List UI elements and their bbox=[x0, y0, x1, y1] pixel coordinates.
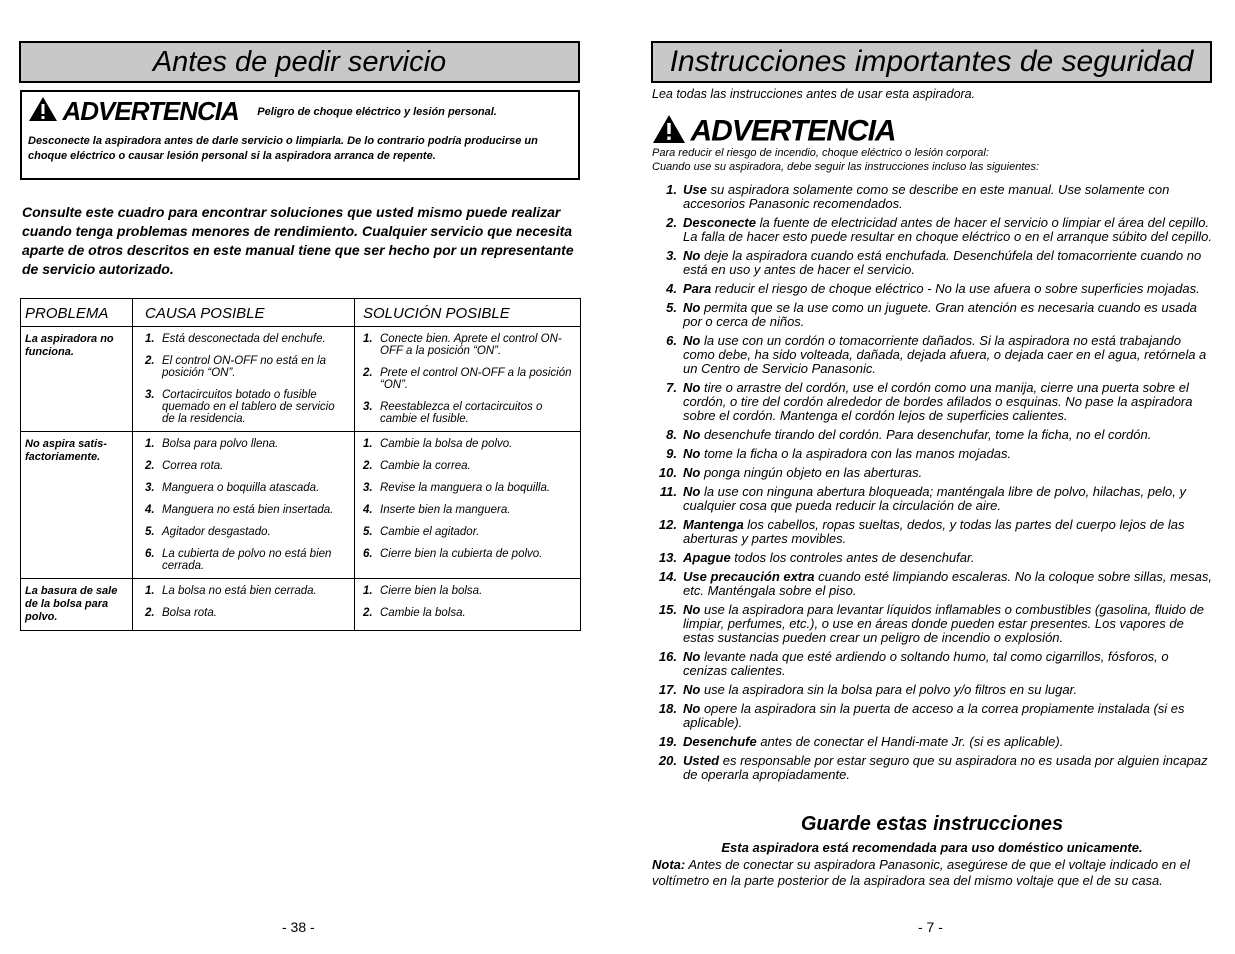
safety-rule bbox=[652, 301, 1212, 329]
solution-item bbox=[363, 526, 576, 538]
rule-number: 11. bbox=[659, 484, 677, 499]
note-label: Nota: bbox=[652, 857, 686, 872]
rule-number: 18. bbox=[658, 701, 677, 716]
item-number: 6. bbox=[363, 548, 373, 560]
rule-number: 5. bbox=[666, 300, 677, 315]
rule-keyword: Desenchufe bbox=[683, 734, 757, 749]
safety-rule bbox=[652, 603, 1212, 645]
warning-subtitle: Peligro de choque eléctrico y lesión personal. bbox=[257, 105, 497, 118]
item-number: 1. bbox=[145, 438, 155, 450]
safety-rule bbox=[652, 683, 1212, 697]
rule-text: use la aspiradora sin la bolsa para el polvo y/o filtros en su lugar. bbox=[700, 682, 1078, 697]
solution-cell bbox=[355, 327, 581, 432]
item-text: Correa rota. bbox=[162, 460, 224, 472]
item-text: Cambie la bolsa. bbox=[380, 607, 466, 619]
warning-header bbox=[28, 96, 497, 127]
rule-body bbox=[683, 485, 1212, 513]
item-number: 5. bbox=[145, 526, 155, 538]
item-text: Revise la manguera o la boquilla. bbox=[380, 482, 551, 494]
item-number: 2. bbox=[145, 355, 155, 367]
item-number: 4. bbox=[363, 504, 373, 516]
item-text: Inserte bien la manguera. bbox=[380, 504, 511, 516]
note-paragraph bbox=[652, 857, 1212, 889]
solution-item bbox=[363, 333, 576, 357]
solution-item bbox=[363, 438, 576, 450]
rule-text: deje la aspiradora cuando está enchufada. Desenchúfela del tomacorriente cuando no está en uso y antes de hacer el servicio. bbox=[683, 248, 1202, 277]
cause-item bbox=[145, 607, 350, 619]
item-number: 1. bbox=[363, 333, 373, 345]
rule-text: tome la ficha o la aspiradora con las manos mojadas. bbox=[700, 446, 1012, 461]
warning-label: ADVERTENCIA bbox=[62, 96, 239, 126]
safety-rules-list bbox=[652, 183, 1212, 787]
rule-body bbox=[683, 754, 1212, 782]
rule-body bbox=[683, 735, 1063, 749]
item-number: 1. bbox=[363, 585, 373, 597]
solution-item bbox=[363, 504, 576, 516]
cause-cell bbox=[133, 327, 355, 432]
item-number: 1. bbox=[363, 438, 373, 450]
rule-body bbox=[683, 381, 1212, 423]
rule-body bbox=[683, 301, 1212, 329]
warning-sub-line-1: Para reducir el riesgo de incendio, choque eléctrico o lesión corporal: bbox=[652, 147, 989, 159]
troubleshooting-table bbox=[20, 298, 581, 631]
warning-triangle-icon bbox=[28, 96, 58, 127]
solution-item bbox=[363, 401, 576, 425]
item-text: Cortacircuitos botado o fusible quemado en el tablero de servicio de la residencia. bbox=[162, 389, 335, 425]
right-warning-subtext bbox=[652, 146, 1039, 174]
safety-rule bbox=[652, 381, 1212, 423]
rule-text: desenchufe tirando del cordón. Para desenchufar, tome la ficha, no el cordón. bbox=[700, 427, 1152, 442]
item-text: Cambie la correa. bbox=[380, 460, 471, 472]
cause-cell bbox=[133, 432, 355, 579]
rule-text: reducir el riesgo de choque eléctrico - No la use afuera o sobre superficies mojadas. bbox=[711, 281, 1200, 296]
rule-text: ponga ningún objeto en las aberturas. bbox=[700, 465, 923, 480]
problem-cell: La basura de sale de la bolsa para polvo. bbox=[21, 579, 133, 631]
item-number: 6. bbox=[145, 548, 155, 560]
warning-body: Desconecte la aspiradora antes de darle servicio o limpiarla. De lo contrario podría producirse un choque eléctrico o causar lesión personal si la aspiradora arranca de repente. bbox=[28, 135, 538, 162]
item-text: Está desconectada del enchufe. bbox=[162, 333, 326, 345]
rule-text: antes de conectar el Handi-mate Jr. (si es aplicable). bbox=[756, 734, 1064, 749]
rule-keyword: No bbox=[683, 300, 701, 315]
item-number: 3. bbox=[363, 401, 373, 413]
note-text: Antes de conectar su aspiradora Panasonic, asegúrese de que el voltaje indicado en el voltímetro en la parte posterior de la aspiradora sea del mismo voltaje que el de su casa. bbox=[652, 857, 1190, 888]
rule-text: opere la aspiradora sin la puerta de acceso a la correa propiamente instalada (si es aplicable). bbox=[683, 701, 1185, 730]
solution-item bbox=[363, 548, 576, 560]
rule-keyword: No bbox=[683, 427, 701, 442]
rule-body bbox=[683, 216, 1212, 244]
item-number: 2. bbox=[363, 460, 373, 472]
rule-keyword: Desconecte bbox=[683, 215, 756, 230]
rule-text: levante nada que esté ardiendo o soltando humo, tal como cigarrillos, fósforos, o cenizas calientes. bbox=[683, 649, 1169, 678]
item-text: Cambie la bolsa de polvo. bbox=[380, 438, 513, 450]
cause-item bbox=[145, 460, 350, 472]
rule-number: 19. bbox=[658, 734, 677, 749]
item-number: 2. bbox=[363, 367, 373, 379]
cause-item bbox=[145, 548, 350, 572]
rule-number: 8. bbox=[666, 427, 677, 442]
rule-keyword: No bbox=[683, 248, 701, 263]
left-page-title: Antes de pedir servicio bbox=[19, 41, 580, 83]
solution-item bbox=[363, 482, 576, 494]
cause-item bbox=[145, 482, 350, 494]
cause-item bbox=[145, 333, 350, 345]
warning-triangle-icon bbox=[652, 114, 686, 149]
cause-item bbox=[145, 355, 350, 379]
left-page-number: - 38 - bbox=[282, 919, 315, 935]
rule-number: 17. bbox=[658, 682, 677, 697]
rule-keyword: No bbox=[683, 484, 701, 499]
header-solution: SOLUCIÓN POSIBLE bbox=[355, 299, 581, 327]
rule-text: la fuente de electricidad antes de hacer el servicio o limpiar el área del cepillo. La falla de hacer esto puede resultar en choque eléctrico o en el arranque súbito del cepillo. bbox=[683, 215, 1213, 244]
rule-body bbox=[683, 683, 1077, 697]
rule-number: 7. bbox=[666, 380, 677, 395]
rule-text: cuando esté limpiando escaleras. No la coloque sobre sillas, mesas, etc. Manténgala sobre el piso. bbox=[683, 569, 1212, 598]
warning-sub-line-2: Cuando use su aspiradora, debe seguir las instrucciones incluso las siguientes: bbox=[652, 161, 1040, 173]
rule-keyword: Usted bbox=[683, 753, 720, 768]
item-text: La bolsa no está bien cerrada. bbox=[162, 585, 317, 597]
item-number: 1. bbox=[145, 333, 155, 345]
cause-item bbox=[145, 585, 350, 597]
rule-number: 14. bbox=[658, 569, 677, 584]
item-text: Cierre bien la cubierta de polvo. bbox=[380, 548, 543, 560]
item-number: 5. bbox=[363, 526, 373, 538]
header-cause: CAUSA POSIBLE bbox=[133, 299, 355, 327]
safety-rule bbox=[652, 735, 1212, 749]
rule-number: 20. bbox=[658, 753, 677, 768]
rule-keyword: No bbox=[683, 333, 701, 348]
rule-number: 4. bbox=[666, 281, 677, 296]
item-number: 2. bbox=[145, 460, 155, 472]
rule-number: 1. bbox=[666, 182, 677, 197]
table-row bbox=[21, 579, 581, 631]
rule-keyword: No bbox=[683, 701, 701, 716]
warning-box bbox=[20, 90, 580, 180]
cause-item bbox=[145, 438, 350, 450]
item-number: 2. bbox=[363, 607, 373, 619]
rule-number: 9. bbox=[666, 446, 677, 461]
rule-text: los cabellos, ropas sueltas, dedos, y todas las partes del cuerpo lejos de las aberturas y partes movibles. bbox=[683, 517, 1185, 546]
header-problem: PROBLEMA bbox=[21, 299, 133, 327]
item-number: 2. bbox=[145, 607, 155, 619]
item-text: Conecte bien. Aprete el control ON-OFF a la posición “ON”. bbox=[380, 333, 562, 357]
table-row bbox=[21, 432, 581, 579]
rule-text: use la aspiradora para levantar líquidos inflamables o combustibles (gasolina, fluido de limpiar, perfumes, etc.), o use en áreas donde pueden estar presentes. Los vapores de estas sustancias pueden crear un peligro de incendio o explosión. bbox=[683, 602, 1205, 645]
solution-item bbox=[363, 367, 576, 391]
safety-rule bbox=[652, 485, 1212, 513]
item-text: Manguera o boquilla atascada. bbox=[162, 482, 320, 494]
item-text: Cambie el agitador. bbox=[380, 526, 480, 538]
safety-rule bbox=[652, 466, 1212, 480]
rule-keyword: Use bbox=[683, 182, 707, 197]
rule-body bbox=[683, 183, 1212, 211]
right-page-title: Instrucciones importantes de seguridad bbox=[651, 41, 1212, 83]
safety-rule bbox=[652, 570, 1212, 598]
safety-rule bbox=[652, 334, 1212, 376]
rule-number: 2. bbox=[666, 215, 677, 230]
rule-body bbox=[683, 551, 974, 565]
rule-number: 3. bbox=[666, 248, 677, 263]
safety-rule bbox=[652, 754, 1212, 782]
solution-item bbox=[363, 607, 576, 619]
safety-rule bbox=[652, 518, 1212, 546]
rule-number: 12. bbox=[658, 517, 677, 532]
rule-number: 6. bbox=[666, 333, 677, 348]
rule-body bbox=[683, 518, 1212, 546]
item-number: 3. bbox=[145, 482, 155, 494]
safety-rule bbox=[652, 702, 1212, 730]
solution-cell bbox=[355, 432, 581, 579]
rule-text: la use con un cordón o tomacorriente dañados. Si la aspiradora no está trabajando como debe, ha sido volteada, dañada, dejada afuera, o dejada caer en el agua, retórnela a un Centro de Servicio Panasonic. bbox=[683, 333, 1207, 376]
rule-text: su aspiradora solamente como se describe en este manual. Use solamente con accesorios Panasonic recomendados. bbox=[683, 182, 1170, 211]
intro-text: Consulte este cuadro para encontrar soluciones que usted mismo puede realizar cuando tenga problemas menores de rendimiento. Cualquier servicio que necesita aparte de otros descritos en este manual tiene que ser hecho por un representante de servicio autorizado. bbox=[22, 204, 574, 277]
item-number: 4. bbox=[145, 504, 155, 516]
rule-number: 10. bbox=[658, 465, 677, 480]
right-warning-label: ADVERTENCIA bbox=[690, 114, 896, 148]
rule-body bbox=[683, 282, 1200, 296]
rule-keyword: No bbox=[683, 446, 701, 461]
rule-body bbox=[683, 428, 1151, 442]
item-text: La cubierta de polvo no está bien cerrada. bbox=[162, 548, 332, 572]
table-header-row bbox=[21, 299, 581, 327]
safety-rule bbox=[652, 551, 1212, 565]
rule-text: todos los controles antes de desenchufar. bbox=[730, 550, 975, 565]
save-instructions-title: Guarde estas instrucciones bbox=[800, 813, 1064, 835]
rule-keyword: Para bbox=[683, 281, 712, 296]
rule-body bbox=[683, 570, 1212, 598]
item-text: Agitador desgastado. bbox=[162, 526, 271, 538]
rule-keyword: No bbox=[683, 465, 701, 480]
rule-body bbox=[683, 249, 1212, 277]
item-text: Bolsa para polvo llena. bbox=[162, 438, 279, 450]
rule-keyword: No bbox=[683, 682, 701, 697]
item-text: Prete el control ON-OFF a la posición “ON”. bbox=[380, 367, 572, 391]
safety-rule bbox=[652, 183, 1212, 211]
right-warning-header bbox=[652, 114, 896, 149]
item-text: Bolsa rota. bbox=[162, 607, 217, 619]
solution-cell bbox=[355, 579, 581, 631]
safety-rule bbox=[652, 650, 1212, 678]
rule-text: permita que se la use como un juguete. Gran atención es necesaria cuando es usada por o cerca de niños. bbox=[683, 300, 1197, 329]
item-text: Manguera no está bien insertada. bbox=[162, 504, 334, 516]
safety-rule bbox=[652, 282, 1212, 296]
rule-number: 13. bbox=[658, 550, 677, 565]
rule-number: 16. bbox=[658, 649, 677, 664]
table-row bbox=[21, 327, 581, 432]
item-text: El control ON-OFF no está en la posición “ON”. bbox=[162, 355, 327, 379]
cause-item bbox=[145, 526, 350, 538]
rule-body bbox=[683, 447, 1011, 461]
read-note: Lea todas las instrucciones antes de usar esta aspiradora. bbox=[652, 87, 976, 101]
item-text: Cierre bien la bolsa. bbox=[380, 585, 483, 597]
cause-item bbox=[145, 389, 350, 425]
rule-keyword: No bbox=[683, 649, 701, 664]
cause-cell bbox=[133, 579, 355, 631]
problem-cell: La aspiradora no funciona. bbox=[21, 327, 133, 432]
cause-item bbox=[145, 504, 350, 516]
save-instructions-subtitle: Esta aspiradora está recomendada para uso doméstico unicamente. bbox=[721, 840, 1143, 855]
safety-rule bbox=[652, 216, 1212, 244]
rule-keyword: Mantenga bbox=[683, 517, 744, 532]
rule-keyword: Use precaución extra bbox=[683, 569, 815, 584]
item-text: Reestablezca el cortacircuitos o cambie el fusible. bbox=[380, 401, 543, 425]
rule-body bbox=[683, 702, 1212, 730]
solution-item bbox=[363, 460, 576, 472]
rule-keyword: No bbox=[683, 602, 701, 617]
rule-body bbox=[683, 603, 1212, 645]
rule-keyword: Apague bbox=[683, 550, 731, 565]
solution-item bbox=[363, 585, 576, 597]
item-number: 3. bbox=[363, 482, 373, 494]
item-number: 1. bbox=[145, 585, 155, 597]
right-page-number: - 7 - bbox=[918, 919, 943, 935]
rule-text: la use con ninguna abertura bloqueada; manténgala libre de polvo, hilachas, pelo, y cualquier cosa que pueda reducir la circulación de aire. bbox=[683, 484, 1187, 513]
problem-cell: No aspira satis- factoriamente. bbox=[21, 432, 133, 579]
rule-text: es responsable por estar seguro que su aspiradora no es usada por alguien incapaz de operarla apropiadamente. bbox=[683, 753, 1208, 782]
item-number: 3. bbox=[145, 389, 155, 401]
rule-number: 15. bbox=[658, 602, 677, 617]
rule-body bbox=[683, 334, 1212, 376]
safety-rule bbox=[652, 447, 1212, 461]
rule-text: tire o arrastre del cordón, use el cordón como una manija, cierre una puerta sobre el cordón, o tire del cordón alrededor de bordes afilados o esquinas. No pase la aspiradora sobre el cordón. Mantenga el cordón lejos de superficies calientes. bbox=[683, 380, 1193, 423]
safety-rule bbox=[652, 249, 1212, 277]
safety-rule bbox=[652, 428, 1212, 442]
rule-body bbox=[683, 650, 1212, 678]
rule-keyword: No bbox=[683, 380, 701, 395]
rule-body bbox=[683, 466, 922, 480]
